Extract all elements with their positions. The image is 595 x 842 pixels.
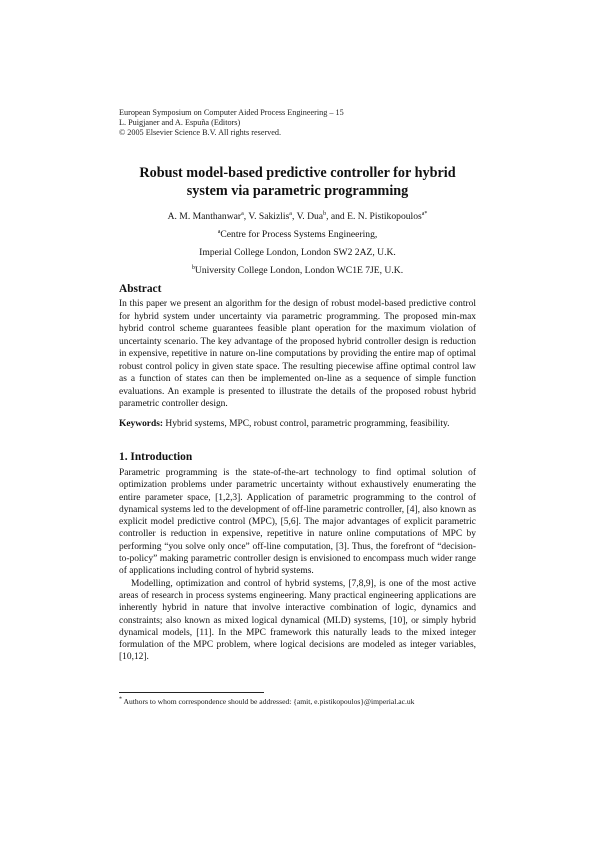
- affiliation-a-line-1: $^a$Centre for Process Systems Engineering,: [217, 228, 378, 240]
- section-heading: 1. Introduction: [119, 451, 193, 463]
- affiliation-superscript: b: [191, 264, 195, 271]
- author-superscript: a*: [421, 210, 428, 217]
- footnote-rule: [119, 692, 264, 693]
- abstract-heading: Abstract: [119, 283, 162, 295]
- proceedings-editors: L. Puigjaner and A. Espuña (Editors): [119, 118, 241, 127]
- copyright-line: © 2005 Elsevier Science B.V. All rights reserved.: [119, 128, 282, 137]
- proceedings-header: [119, 108, 479, 138]
- keywords: [119, 418, 476, 430]
- footnote-marker: *: [119, 696, 122, 703]
- author-superscript: a: [289, 210, 292, 217]
- abstract-text: In this paper we present an algorithm for the design of robust model-based predictive control for hybrid system under uncertainty via parametric programming. The proposed min-max hybrid control scheme guarantees feasible plant operation for the maximum violation of uncertainty scenario. The key advantage of the proposed hybrid controller design is reduction in expensive, repetitive in nature on-line computations by providing the entire map of optimal robust control policy in given state space. The resulting piecewise affine optimal control law as a function of states can then be implemented on-line as a sequence of simple function evaluations. An example is presented to illustrate the details of the proposed robust hybrid parametric controller design.: [119, 299, 476, 409]
- paragraph: Parametric programming is the state-of-the-art technology to find optimal solution of optimization problems under parametric uncertainty without exhaustively enumerating the entire parameter space, [1,2,3]. Application of parametric programming to the control of dynamical systems led to the development of off-line parametric controller, [4], also known as explicit model predictive control (MPC), [5,6]. The major advantages of explicit parametric controller is reduction in expensive, repetitive in nature online computations of MPC by performing “you solve only once” off-line computation, [3]. Thus, the forefront of “decision-to-policy” making parametric controller design is envisioned to encompass much wider range of applications including control of hybrid systems.: [119, 468, 476, 577]
- keywords-text: Hybrid systems, MPC, robust control, parametric programming, feasibility.: [163, 419, 450, 429]
- title-line-2: system via parametric programming: [186, 183, 409, 199]
- introduction-body: [119, 467, 476, 664]
- author-list: [119, 208, 476, 226]
- keywords-label: Keywords:: [119, 419, 164, 429]
- author-name: , V. Dua: [291, 211, 324, 222]
- proceedings-name: European Symposium on Computer Aided Process Engineering – 15: [119, 108, 344, 117]
- affiliation-superscript: a: [217, 228, 221, 235]
- affiliation-b: $^b$University College London, London WC1E 7JE, U.K.: [191, 264, 404, 276]
- author-superscript: a: [241, 210, 244, 217]
- affiliation-a-line-2: Imperial College London, London SW2 2AZ, U.K.: [199, 247, 396, 258]
- author-name: , and E. N. Pistikopoulos: [326, 211, 422, 222]
- author-superscript: b: [323, 210, 327, 217]
- title-line-1: Robust model-based predictive controller for hybrid: [139, 165, 456, 181]
- footnote: [119, 697, 479, 707]
- author-name: , V. Sakizlis: [243, 211, 290, 222]
- paper-title: [119, 164, 476, 200]
- author-name: A. M. Manthanwar: [167, 211, 242, 222]
- author-block: [119, 208, 476, 280]
- footnote-text: Authors to whom correspondence should be addressed: {amit, e.pistikopoulos}@imperial.ac.uk: [122, 697, 415, 706]
- paragraph: Modelling, optimization and control of hybrid systems, [7,8,9], is one of the most active areas of research in process systems engineering. Many practical engineering applications are inherently hybrid in nature that involve interactive combination of logic, dynamics and constraints; also known as mixed logical dynamical (MLD) systems, [10], or simply hybrid dynamical models, [11]. In the MPC framework this naturally leads to the mixed integer formulation of the MPC problem, where logical decisions are modeled as integer variables, [10,12].: [119, 578, 476, 663]
